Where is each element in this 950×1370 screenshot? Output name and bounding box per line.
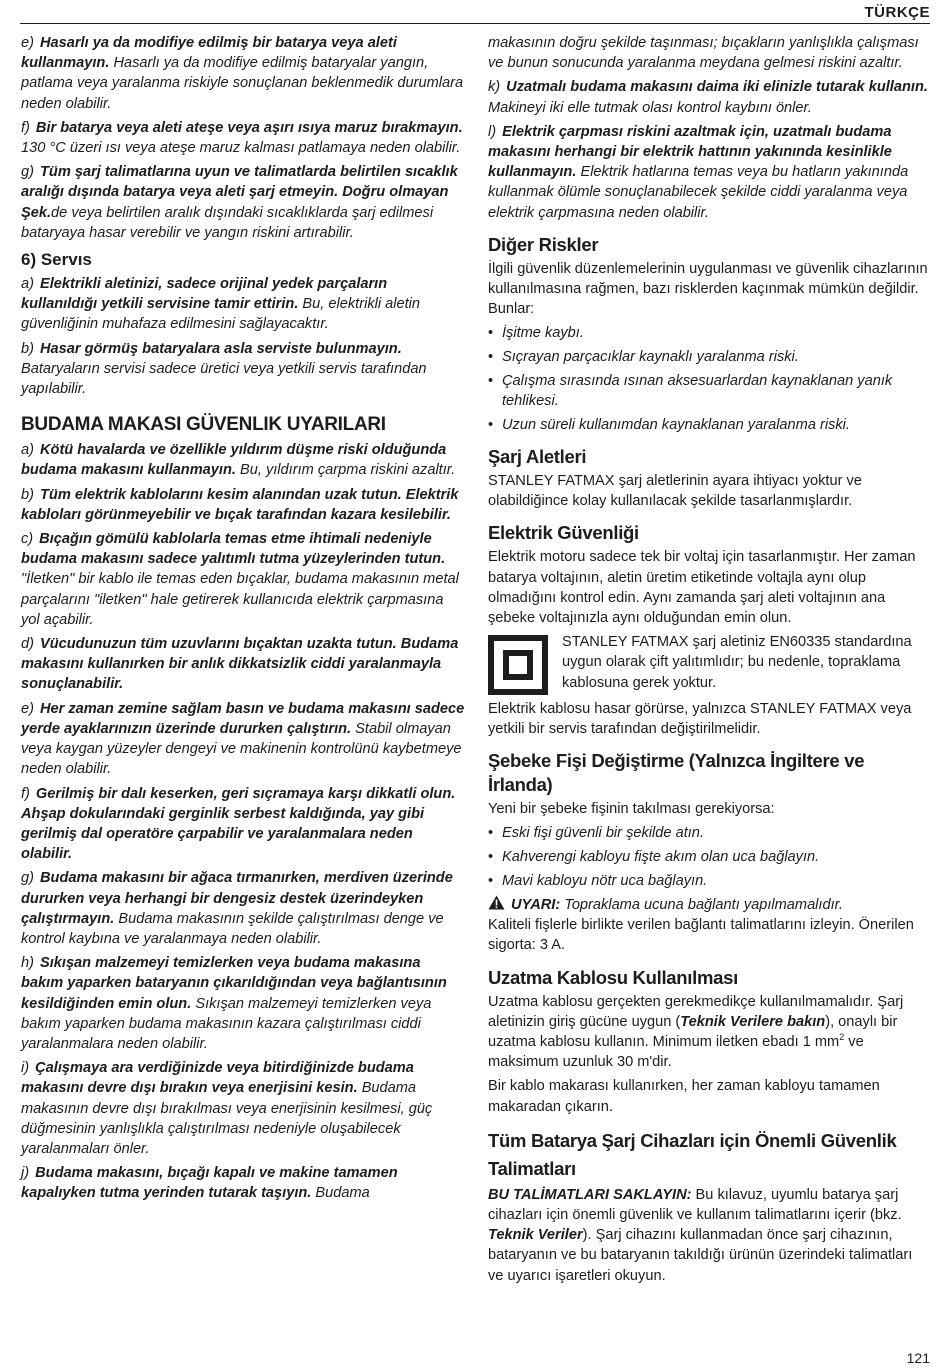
bullet-item: • Eski fişi güvenli bir şekilde atın. — [488, 823, 930, 843]
warning-label: UYARI: — [511, 897, 561, 913]
item-label: f) — [21, 785, 30, 802]
item-label: b) — [21, 340, 34, 357]
list-item — [21, 274, 465, 335]
list-item — [488, 77, 930, 117]
item-bold-text: Tüm elektrik kablolarını kesim alanından uzak tutun. Elektrik kabloları görünmeyebilir ve bıçak tarafından kazara kesilebilir. — [21, 486, 459, 523]
item-label: e) — [21, 700, 34, 717]
bullet-item: • Sıçrayan parçacıklar kaynaklı yaralanma riski. — [488, 347, 930, 367]
list-item — [21, 485, 465, 525]
item-bold-text: Hasar görmüş bataryalara asla serviste bulunmayın. — [39, 340, 402, 357]
important-text-part: ). Şarj cihazını kullanmadan önce şarj cihazının, bataryanın ve bu bataryanın takıldığı ürünün üzerindeki talimatları ve uyarıcı işaretleri okuyun. — [488, 1227, 913, 1284]
item-text: Hasarlı ya da modifiye edilmiş bataryalar yangın, patlama veya yaralanma riskiyle sonuçlanan beklenmedik durumlara neden olabilir. — [21, 55, 464, 112]
extension-text-part: Uzatma kablosu gerçekten gerekmedikçe kullanılmamalıdır. Şarj aletinizin giriş gücüne uygun ( — [488, 993, 904, 1030]
item-text: Bu, elektrikli aletin güvenliğinin muhafaza edilmesini sağlayacaktır. — [21, 296, 421, 333]
list-item — [21, 784, 465, 865]
item-text: Sıkışan malzemeyi temizlerken veya bakım yaparken budama makasının kazara çalıştırılması ciddi yaralanmalara neden olabilir. — [21, 995, 432, 1052]
cable-replacement-note: Elektrik kablosu hasar görürse, yalnızca STANLEY FATMAX veya yetkili bir servis tarafından değiştirilmelidir. — [488, 700, 912, 737]
pruner-warnings-heading: BUDAMA MAKASI GÜVENLIK UYARILARI — [21, 414, 386, 436]
item-label: h) — [21, 955, 34, 972]
electrical-safety-heading: Elektrik Güvenliği — [488, 522, 639, 544]
item-label: f) — [21, 119, 30, 136]
extension-tech-ref: Teknik Verilere bakın — [680, 1013, 826, 1030]
item-text: de veya belirtilen aralık dışındaki sıcaklıklarda şarj edilmesi bataryaya hasar verebilir ve yangın riskini artırabilir. — [21, 204, 434, 241]
double-insulation-icon — [488, 635, 548, 695]
item-label: g) — [21, 164, 34, 181]
pruner-warnings-list-continued — [488, 77, 930, 222]
important-text-part: Bu kılavuz, uyumlu batarya şarj cihazları için önemli güvenlik ve kullanım talimatlarını içerir (bkz. — [488, 1186, 902, 1224]
plug-intro: Yeni bir şebeke fişinin takılması gerekiyorsa: — [488, 801, 775, 818]
list-item — [21, 440, 465, 480]
item-bold-text: Uzatmalı budama makasını daima iki elinizle tutarak kullanın. — [506, 79, 928, 96]
item-text: Bu, yıldırım çarpma riskini azaltır. — [235, 462, 456, 479]
save-instructions-label: BU TALİMATLARI SAKLAYIN: — [488, 1186, 692, 1203]
list-item — [21, 634, 465, 695]
header-rule — [20, 23, 930, 24]
item-bold-text: Bir batarya veya aleti ateşe veya aşırı ısıya maruz bırakmayın. — [35, 119, 463, 136]
plug-after-text: Kaliteli fişlerle birlikte verilen bağlantı talimatlarını izleyin. Önerilen sigorta: 3 A. — [488, 917, 914, 954]
item-bold-text: Budama makasını bir ağaca tırmanırken, merdiven üzerinde dururken veya herhangi bir dengesiz destek üzerindeyken çalıştırmayın. — [21, 870, 453, 927]
item-bold-text: Çalışmaya ara verdiğinizde veya bitirdiğinizde budama makasını devre dışı bırakın veya enerjisini kesin. — [21, 1060, 414, 1097]
cable-reel-text: Bir kablo makarası kullanırken, her zaman kabloyu tamamen makaradan çıkarın. — [488, 1078, 880, 1115]
list-item — [21, 699, 465, 780]
language-label: TÜRKÇE — [864, 4, 930, 21]
list-item — [21, 1163, 465, 1203]
bullet-item: • Çalışma sırasında ısınan aksesuarlardan kaynaklanan yanık tehlikesi. — [488, 371, 930, 411]
item-text: Budama — [311, 1185, 370, 1202]
item-label: c) — [21, 531, 34, 548]
item-bold-text: Vücudunuzun tüm uzuvlarını bıçaktan uzakta tutun. Budama makasını kullanırken bir anlık dikkatsizlik ciddi yaralanmayla sonuçlanabilir. — [21, 636, 459, 693]
item-text: Elektrik hatlarına temas veya bu hatların yakınında kullanmak ölümle sonuçlanabilecek şekilde ciddi yaralanma veya elektrik çarpmasına neden olabilir. — [488, 164, 909, 221]
service-list — [21, 274, 465, 399]
other-risks-intro: İlgili güvenlik düzenlemelerinin uygulanması ve güvenlik cihazlarının kullanılmasına rağmen, bazı risklerden kaçınmak mümkün değildir. Bunlar: — [488, 260, 928, 318]
item-label: i) — [21, 1060, 30, 1077]
item-text: Budama makasının şekilde çalıştırılması denge ve kontrol kaybına ve yaralanmaya neden olabilir. — [21, 910, 444, 947]
plug-steps-list — [488, 823, 930, 891]
item-text: Bataryaların servisi sadece üretici veya yetkili servis tarafından yapılabilir. — [21, 360, 427, 398]
item-bold-text: Sıkışan malzemeyi temizlerken veya budama makasına bakım yaparken bataryanın çıkarıldığından veya bağlantısının kesildiğinden emin olun. — [21, 955, 447, 1012]
battery-safety-list — [21, 33, 465, 243]
double-insulation-block — [488, 632, 930, 697]
item-text: Budama makasının devre dışı bırakılması veya enerjisinin kesilmesi, güç düğmesinin yanlışlıkla çalıştırılması nedeniyle oluşabilecek yaralanmaları önler. — [21, 1080, 433, 1157]
list-item — [21, 1058, 465, 1159]
item-bold-text: Budama makasını, bıçağı kapalı ve makine tamamen kapalıyken tutma yerinden tutarak taşıyın. — [21, 1165, 398, 1202]
item-text: Makineyi iki elle tutmak olası kontrol kaybını önler. — [488, 99, 812, 116]
item-bold-text: Hasarlı ya da modifiye edilmiş bir batarya veya aleti kullanmayın. — [21, 35, 397, 72]
item-label: a) — [21, 442, 34, 459]
item-label: g) — [21, 870, 34, 887]
tech-data-ref: Teknik Veriler — [488, 1227, 583, 1244]
chargers-text: STANLEY FATMAX şarj aletlerinin ayara ihtiyacı yoktur ve olabildiğince kolay kullanılacak şekilde tasarlanmışlardır. — [488, 472, 862, 510]
list-item — [21, 162, 465, 243]
extension-text-part: ve maksimum uzunluk 30 m'dir. — [488, 1034, 864, 1071]
list-item — [21, 868, 465, 949]
right-column — [488, 33, 930, 1290]
list-item — [21, 33, 465, 114]
electrical-safety-text: Elektrik motoru sadece tek bir voltaj için tasarlanmıştır. Her zaman batarya voltajının, aletin üretim etiketinde voltajla aynı olup olmadığını kontrol edin. Aynı zamanda şarj aleti voltajının ana şebeke voltajınızla aynı olduğundan emin olun. — [488, 549, 916, 626]
bullet-item: • Kahverengi kabloyu fişte akım olan uca bağlayın. — [488, 847, 930, 867]
item-label: d) — [21, 636, 34, 653]
service-heading: 6) Servıs — [21, 250, 92, 270]
left-column — [21, 33, 465, 1208]
important-heading: Tüm Batarya Şarj Cihazları için Önemli Güvenlik Talimatları — [488, 1129, 897, 1179]
page-number: 121 — [906, 1350, 930, 1366]
extension-superscript: 2 — [839, 1032, 845, 1043]
bullet-item: • Mavi kabloyu nötr uca bağlayın. — [488, 871, 930, 891]
list-item — [21, 529, 465, 630]
item-label: b) — [21, 486, 34, 503]
item-bold-text: Bıçağın gömülü kablolarla temas etme ihtimali nedeniyle budama makasını sadece yalıtımlı tutma yüzeylerinden tutun. — [21, 531, 446, 568]
item-label: a) — [21, 276, 34, 293]
item-text: 130 °C üzeri ısı veya ateşe maruz kalması patlamaya neden olabilir. — [21, 140, 461, 157]
extension-heading: Uzatma Kablosu Kullanılması — [488, 966, 738, 988]
item-label: k) — [488, 79, 501, 96]
list-item — [21, 953, 465, 1054]
item-label: l) — [488, 123, 497, 140]
warning-triangle-icon — [488, 895, 505, 910]
extension-text — [488, 992, 930, 1073]
pruner-item-j-continuation: makasının doğru şekilde taşınması; bıçakların yanlışlıkla çalışması ve bunun sonucunda yaralanma meydana gelmesi riskini azaltır. — [488, 35, 919, 72]
double-insulation-text: STANLEY FATMAX şarj aletiniz EN60335 standardına uygun olarak çift yalıtımlıdır; bu nedenle, topraklama kablosuna gerek yoktur. — [562, 634, 912, 691]
pruner-warnings-list — [21, 440, 465, 1203]
item-bold-text: Kötü havalarda ve özellikle yıldırım düşme riski olduğunda budama makasını kullanmayın. — [21, 442, 447, 479]
other-risks-heading: Diğer Riskler — [488, 233, 599, 255]
item-label: j) — [21, 1165, 30, 1182]
extension-text-part: ), onaylı bir uzatma kablosu kullanın. Minimum iletken ebadı 1 mm — [488, 1013, 898, 1051]
plug-warning — [488, 895, 930, 956]
important-text — [488, 1185, 930, 1286]
other-risks-list — [488, 323, 930, 435]
list-item — [488, 122, 930, 223]
item-bold-text: Her zaman zemine sağlam basın ve budama makasını sadece yerde ayaklarınızın üzerinde dururken çalıştırın. — [21, 700, 465, 737]
plug-heading: Şebeke Fişi Değiştirme (Yalnızca İngiltere ve İrlanda) — [488, 750, 865, 796]
item-bold-text: Elektrikli aletinizi, sadece orijinal yedek parçaların kullanıldığı yetkili servisine tamir ettirin. — [21, 276, 388, 313]
item-bold-text: Elektrik çarpması riskini azaltmak için, uzatmalı budama makasını herhangi bir elektrik hattının yakınında kesinlikle kullanmayın. — [488, 123, 892, 181]
warning-text: Topraklama ucuna bağlantı yapılmamalıdır. — [560, 897, 844, 913]
item-bold-text: Tüm şarj talimatlarına uyun ve talimatlarda belirtilen sıcaklık aralığı dışında batarya veya aleti şarj etmeyin. Doğru olmayan Şek. — [21, 164, 458, 221]
bullet-item: • İşitme kaybı. — [488, 323, 930, 343]
item-label: e) — [21, 35, 34, 51]
list-item — [21, 118, 465, 158]
chargers-heading: Şarj Aletleri — [488, 445, 587, 467]
list-item — [21, 339, 465, 400]
bullet-item: • Uzun süreli kullanımdan kaynaklanan yaralanma riski. — [488, 415, 930, 435]
item-text: Stabil olmayan veya kaygan yüzeyler dengeyi ve makinenin kontrolünü kaybetmeye neden olabilir. — [21, 720, 462, 778]
item-text: "İletken" bir kablo ile temas eden bıçaklar, budama makasının metal parçalarını "iletken" hale getirerek kullanıcıda elektrik çarpmasına yol açabilir. — [21, 571, 459, 628]
item-bold-text: Gerilmiş bir dalı keserken, geri sıçramaya karşı dikkatli olun. Ahşap dokularındaki gerginlik serbest kaldığında, yay gibi gerilmiş dal operatöre çarpabilir ve yaralanmalara neden olabilir. — [21, 785, 456, 863]
